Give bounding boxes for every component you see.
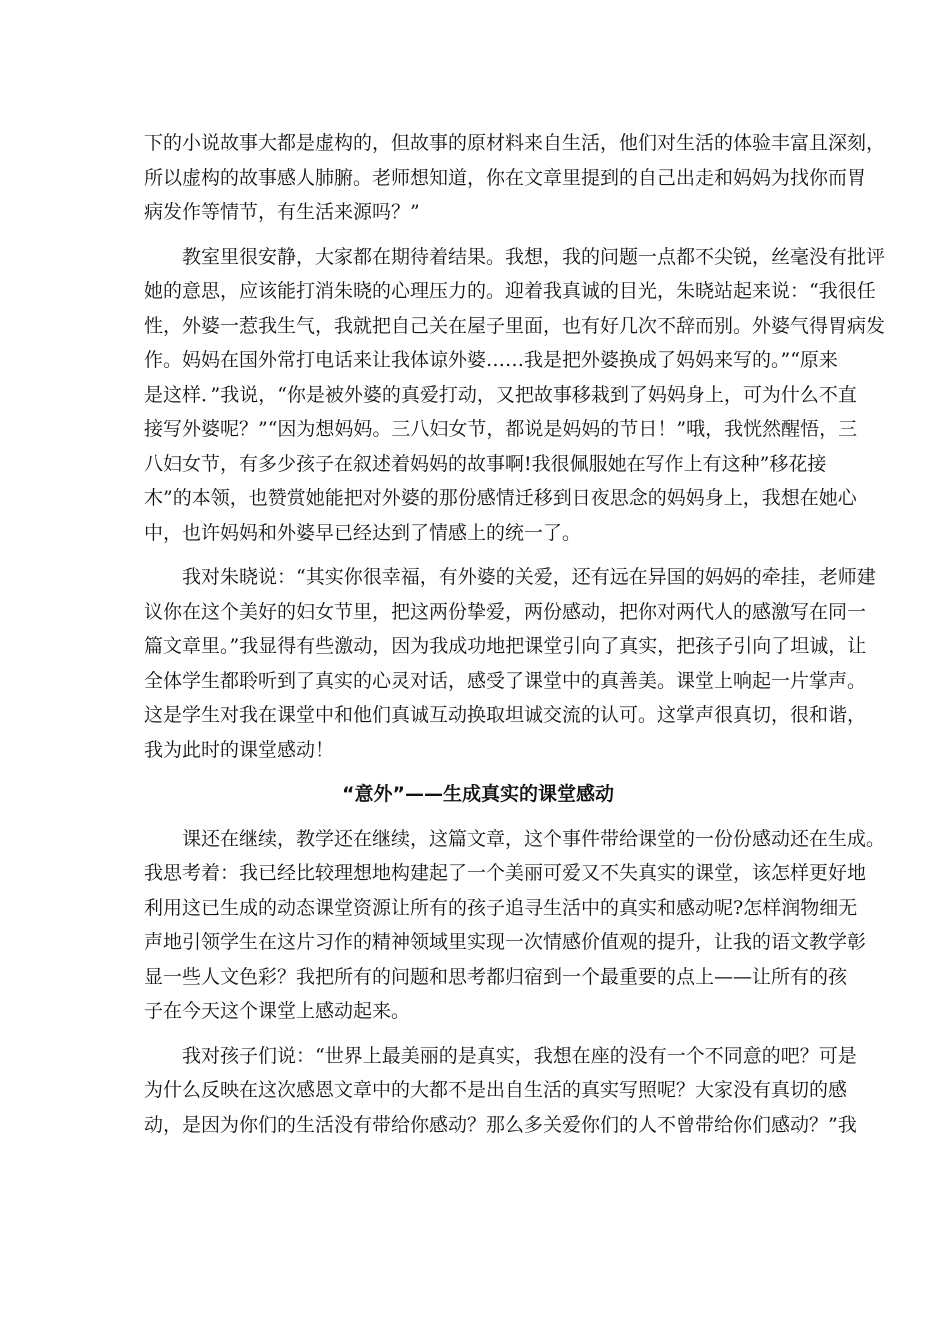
- text-line: 课还在继续，教学还在继续，这篇文章，这个事件带给课堂的一份份感动还在生成。: [182, 827, 886, 850]
- text-line: 篇文章里。”我显得有些激动，因为我成功地把课堂引向了真实，把孩子引向了坦诚，让: [144, 635, 867, 657]
- text-line: 中，也许妈妈和外婆早已经达到了情感上的统一了。: [144, 521, 582, 544]
- paragraph-talk-to-zhuxiao: [144, 560, 876, 767]
- text-line: 木”的本领，也赞赏她能把对外婆的那份感情迁移到日夜思念的妈妈身上，我想在她心: [144, 487, 857, 509]
- text-line: 是这样．”我说，“你是被外婆的真爱打动，又把故事移栽到了妈妈身上，可为什么不直: [144, 383, 857, 406]
- text-line: 作。妈妈在国外常打电话来让我体谅外婆……我是把外婆换成了妈妈来写的。”“原来: [144, 349, 838, 371]
- text-line: 我思考着：我已经比较理想地构建起了一个美丽可爱又不失真实的课堂，该怎样更好地: [144, 862, 867, 884]
- text-line: 接写外婆呢？”“因为想妈妈。三八妇女节，都说是妈妈的节日！”哦，我恍然醒悟，三: [144, 418, 858, 440]
- paragraph-continuation: [144, 126, 886, 230]
- paragraph-classroom-quiet: [144, 240, 886, 551]
- text-line: 八妇女节，有多少孩子在叙述着妈妈的故事啊!我很佩服她在写作上有这种”移花接: [144, 452, 827, 475]
- text-line: 全体学生都聆听到了真实的心灵对话，感受了课堂中的真善美。课堂上响起一片掌声。: [144, 669, 867, 692]
- text-line: 我对孩子们说：“世界上最美丽的是真实，我想在座的没有一个不同意的吧？可是: [182, 1044, 857, 1067]
- text-line: 显一些人文色彩？我把所有的问题和思考都归宿到一个最重要的点上——让所有的孩: [144, 965, 848, 988]
- text-line: 为什么反映在这次感恩文章中的大都不是出自生活的真实写照呢？大家没有真切的感: [144, 1079, 848, 1101]
- text-line: 利用这已生成的动态课堂资源让所有的孩子追寻生活中的真实和感动呢?怎样润物细无: [144, 896, 858, 919]
- text-line: 我为此时的课堂感动！: [144, 738, 335, 761]
- paragraph-talk-to-children: [144, 1039, 857, 1143]
- document-body: [144, 126, 886, 1142]
- text-line: 议你在这个美好的妇女节里，把这两份挚爱，两份感动，把你对两代人的感激写在同一: [144, 600, 867, 623]
- text-line: 所以虚构的故事感人肺腑。老师想知道，你在文章里提到的自己出走和妈妈为找你而胃: [144, 166, 867, 189]
- text-line: 病发作等情节，有生活来源吗？”: [144, 201, 420, 223]
- text-line: 子在今天这个课堂上感动起来。: [144, 1000, 411, 1022]
- text-line: 声地引领学生在这片习作的精神领域里实现一次情感价值观的提升，让我的语文教学彰: [144, 931, 867, 953]
- text-line: 这是学生对我在课堂中和他们真诚互动换取坦诚交流的认可。这掌声很真切，很和谐，: [144, 704, 867, 726]
- text-line: 她的意思，应该能打消朱晓的心理压力的。迎着我真诚的目光，朱晓站起来说：“我很任: [144, 280, 876, 302]
- text-line: 动，是因为你们的生活没有带给你感动？那么多关爱你们的人不曾带给你们感动？”我: [144, 1113, 857, 1136]
- text-line: 性，外婆一惹我生气，我就把自己关在屋子里面，也有好几次不辞而别。外婆气得胃病发: [144, 314, 886, 337]
- text-line: 下的小说故事大都是虚构的，但故事的原材料来自生活，他们对生活的体验丰富且深刻，: [144, 132, 886, 154]
- section-heading: “意外”——生成真实的课堂感动: [342, 783, 614, 805]
- text-line: 我对朱晓说：“其实你很幸福，有外婆的关爱，还有远在异国的妈妈的牵挂，老师建: [182, 566, 876, 588]
- text-line: 教室里很安静，大家都在期待着结果。我想，我的问题一点都不尖锐，丝毫没有批评: [182, 245, 886, 268]
- paragraph-lesson-continues: [144, 822, 886, 1029]
